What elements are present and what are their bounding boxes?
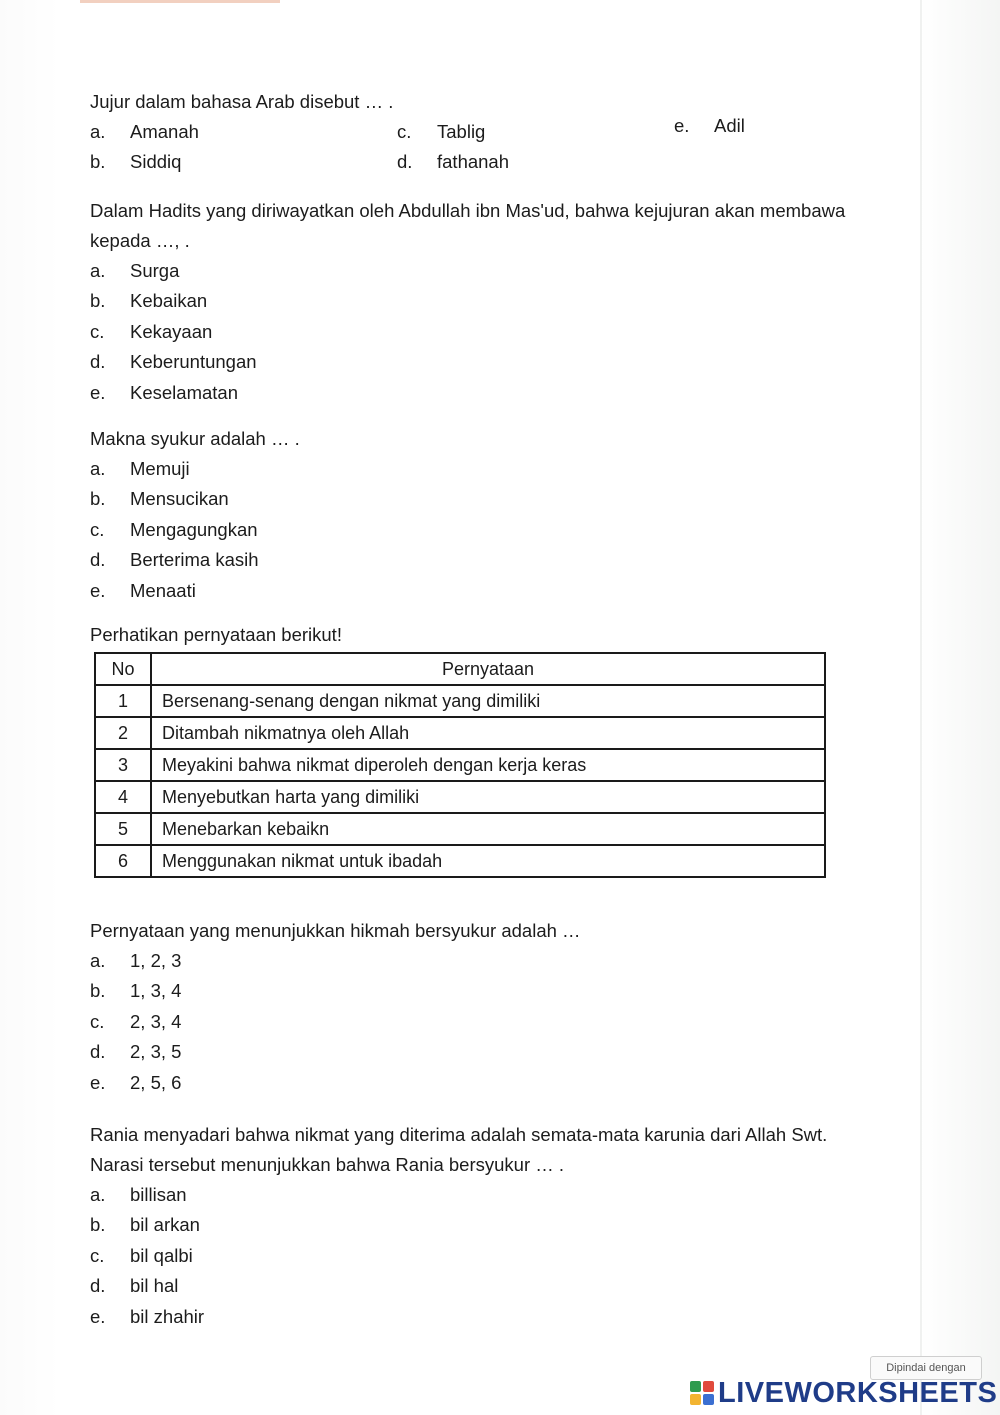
table-cell-statement: Bersenang-senang dengan nikmat yang dimiliki (151, 685, 825, 717)
option-3c[interactable]: c. Mengagungkan (90, 518, 258, 540)
table-cell-no: 3 (95, 749, 151, 781)
option-4d[interactable]: d. 2, 3, 5 (90, 1041, 182, 1063)
page-edge (920, 0, 922, 1415)
option-4b[interactable]: b. 1, 3, 4 (90, 980, 182, 1002)
question-4-intro-block (90, 620, 342, 650)
question-1-options-row-2 (90, 147, 745, 177)
table-cell-no: 4 (95, 781, 151, 813)
option-1a[interactable]: a. Amanah (90, 121, 199, 142)
option-1c[interactable]: c. Tablig (397, 121, 486, 142)
question-4 (90, 916, 581, 1098)
option-3a[interactable]: a. Memuji (90, 458, 190, 479)
option-1e[interactable]: e. Adil (674, 115, 745, 136)
question-2-text-line-2: kepada …, . (90, 230, 190, 251)
table-row (95, 813, 825, 845)
question-2 (90, 196, 845, 408)
option-5a[interactable]: a. billisan (90, 1184, 187, 1205)
table-cell-statement: Menebarkan kebaikn (151, 813, 825, 845)
table-row (95, 781, 825, 813)
question-3 (90, 424, 300, 606)
question-3-text: Makna syukur adalah … . (90, 428, 300, 449)
question-2-text-line-1: Dalam Hadits yang diriwayatkan oleh Abdullah ibn Mas'ud, bahwa kejujuran akan membawa (90, 200, 846, 221)
table-cell-no: 1 (95, 685, 151, 717)
logo-square-icon (690, 1394, 701, 1405)
question-1 (90, 87, 745, 177)
option-2a[interactable]: a. Surga (90, 260, 180, 281)
scan-note-badge: Dipindai dengan (870, 1356, 982, 1380)
option-4c[interactable]: c. 2, 3, 4 (90, 1010, 182, 1032)
table-header-no: No (95, 653, 151, 685)
liveworksheets-logo[interactable] (690, 1376, 997, 1410)
table-cell-no: 6 (95, 845, 151, 877)
question-4-text: Pernyataan yang menunjukkan hikmah bersyukur adalah … (90, 920, 581, 941)
question-1-options-row-1 (90, 117, 745, 147)
table-cell-statement: Ditambah nikmatnya oleh Allah (151, 717, 825, 749)
logo-square-icon (690, 1381, 701, 1392)
question-5-text-line-2: Narasi tersebut menunjukkan bahwa Rania bersyukur … . (90, 1154, 565, 1175)
table-row (95, 717, 825, 749)
option-2e[interactable]: e. Keselamatan (90, 381, 238, 403)
table-cell-statement: Menyebutkan harta yang dimiliki (151, 781, 825, 813)
liveworksheets-wordmark: LIVEWORKSHEETS (718, 1376, 998, 1409)
option-5b[interactable]: b. bil arkan (90, 1214, 200, 1236)
option-1d[interactable]: d. fathanah (397, 151, 510, 172)
question-1-text: Jujur dalam bahasa Arab disebut … . (90, 91, 394, 112)
logo-square-icon (703, 1381, 714, 1392)
table-header-row (95, 653, 825, 685)
option-1b[interactable]: b. Siddiq (90, 151, 182, 172)
option-3e[interactable]: e. Menaati (90, 579, 196, 601)
option-5d[interactable]: d. bil hal (90, 1275, 179, 1297)
table-cell-statement: Menggunakan nikmat untuk ibadah (151, 845, 825, 877)
option-2b[interactable]: b. Kebaikan (90, 290, 208, 312)
question-5-text-line-1: Rania menyadari bahwa nikmat yang diterima adalah semata-mata karunia dari Allah Swt. (90, 1124, 828, 1145)
liveworksheets-logo-icon (690, 1381, 714, 1405)
question-5 (90, 1120, 827, 1332)
option-3b[interactable]: b. Mensucikan (90, 488, 229, 510)
table-row (95, 685, 825, 717)
logo-square-icon (703, 1394, 714, 1405)
table-cell-no: 5 (95, 813, 151, 845)
table-cell-no: 2 (95, 717, 151, 749)
option-4a[interactable]: a. 1, 2, 3 (90, 950, 182, 971)
option-2d[interactable]: d. Keberuntungan (90, 351, 257, 373)
option-5c[interactable]: c. bil qalbi (90, 1244, 193, 1266)
scan-artifact (80, 0, 280, 3)
statement-table (94, 652, 826, 878)
table-cell-statement: Meyakini bahwa nikmat diperoleh dengan kerja keras (151, 749, 825, 781)
table-header-statement: Pernyataan (151, 653, 825, 685)
question-4-intro: Perhatikan pernyataan berikut! (90, 624, 342, 645)
table-row (95, 845, 825, 877)
option-3d[interactable]: d. Berterima kasih (90, 549, 259, 571)
option-4e[interactable]: e. 2, 5, 6 (90, 1071, 182, 1093)
option-5e[interactable]: e. bil zhahir (90, 1305, 205, 1327)
option-2c[interactable]: c. Kekayaan (90, 320, 213, 342)
table-row (95, 749, 825, 781)
